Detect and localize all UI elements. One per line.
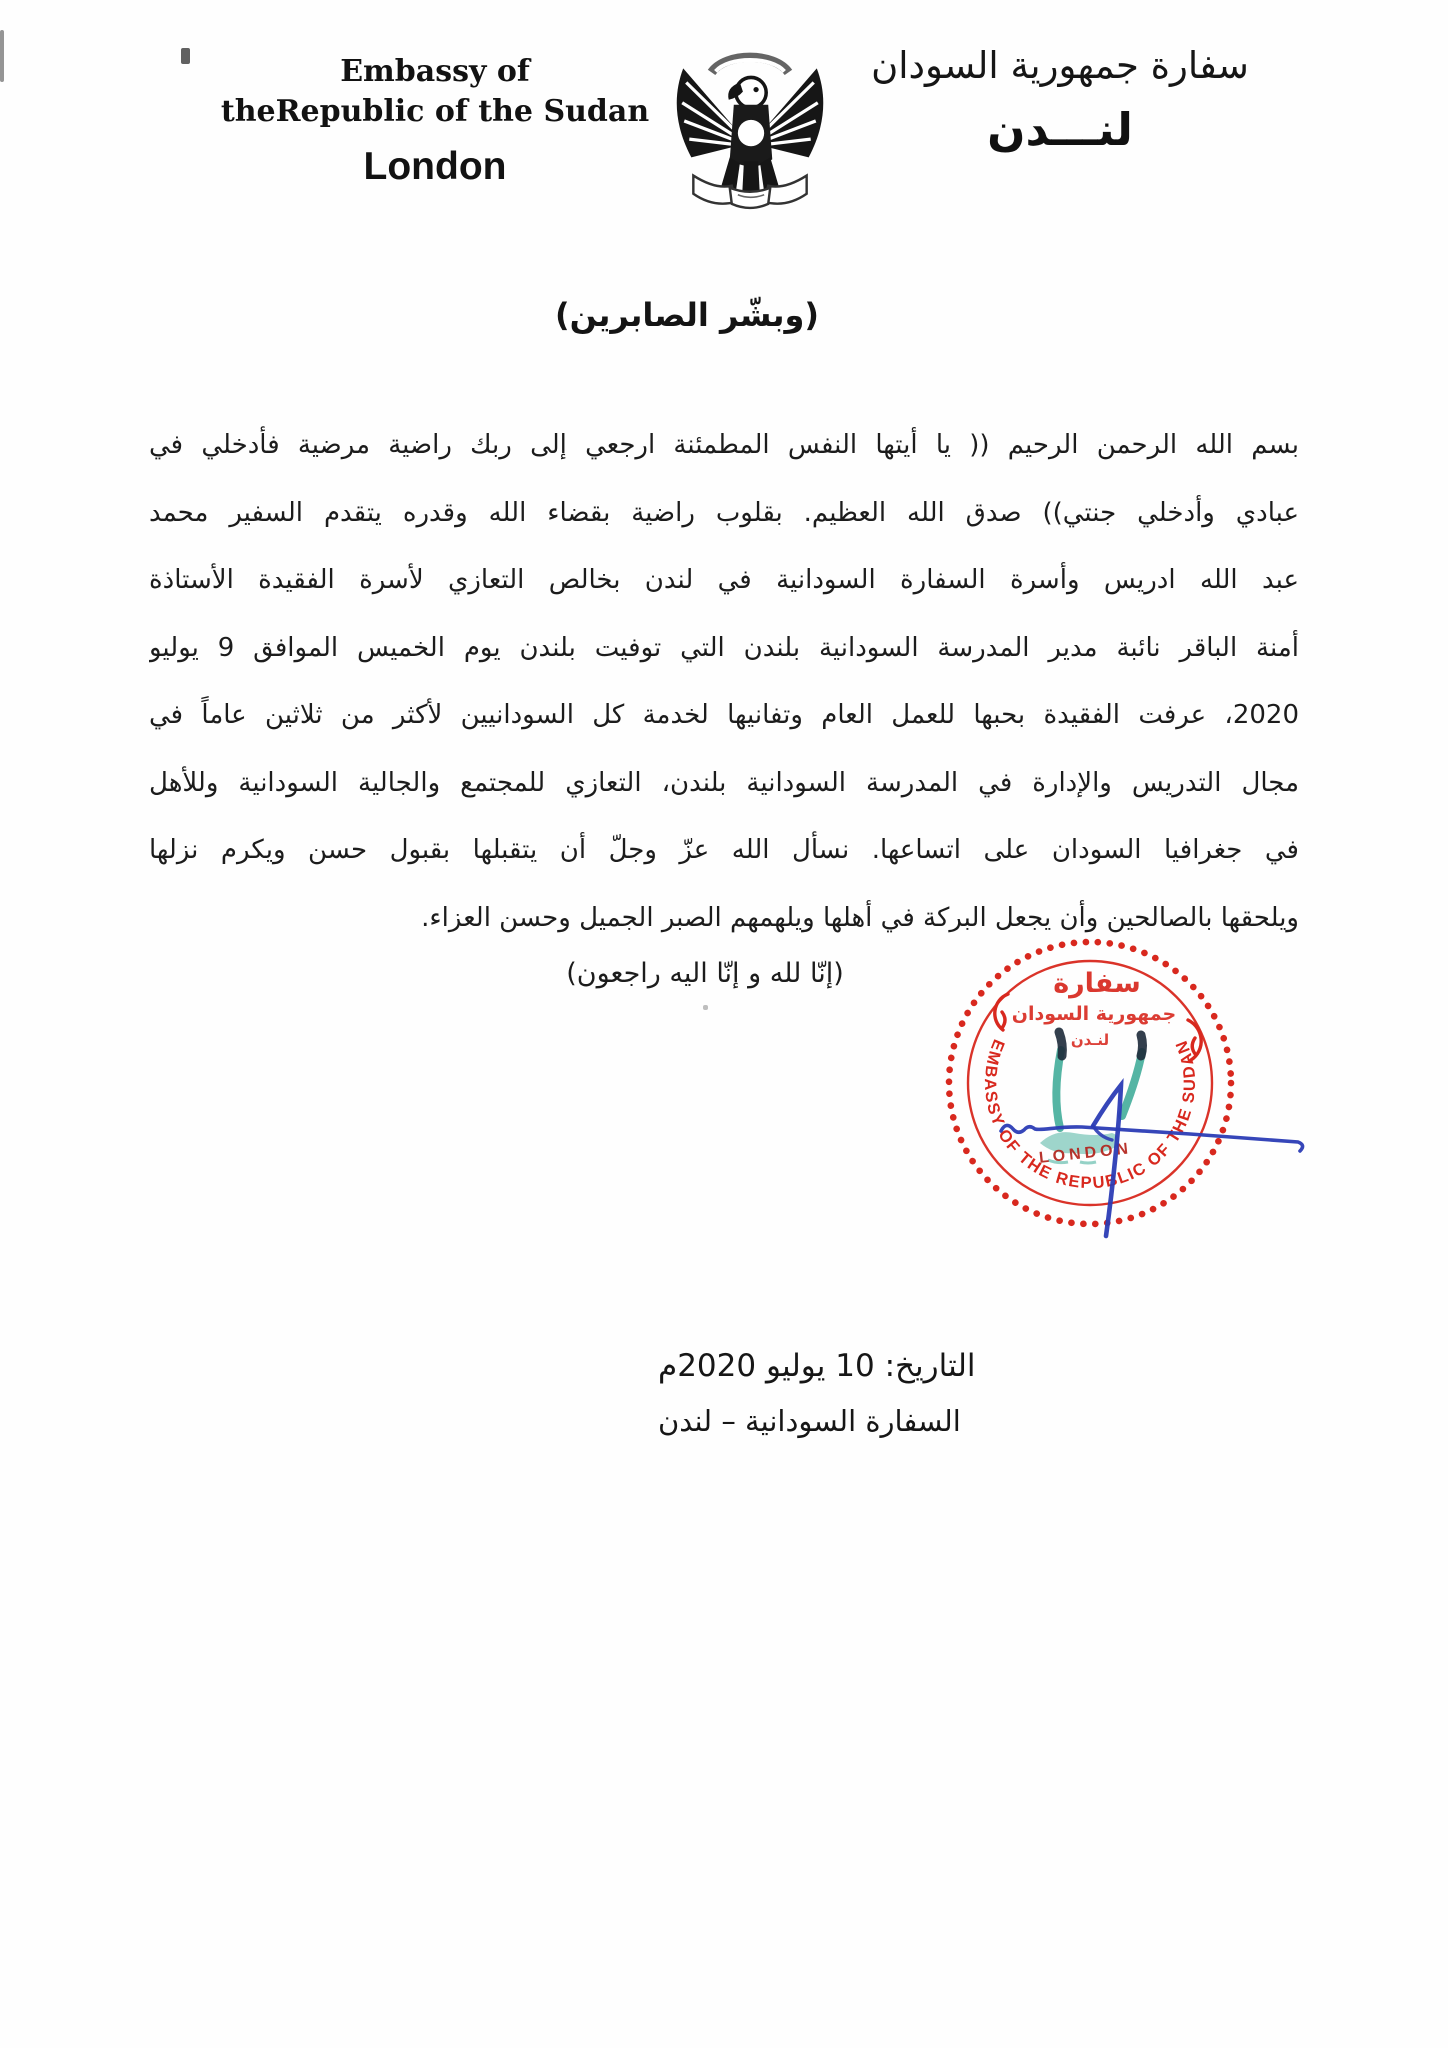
stamp-crescent-left: [995, 994, 1008, 1030]
letter-title: (وبشّر الصابرين): [554, 296, 820, 334]
body-line: عبادي وأدخلي جنتي)) صدق الله العظيم. بقلوب راضية بقضاء الله وقدره يتقدم السفير محمد: [149, 497, 1299, 528]
scan-speck: [0, 30, 4, 82]
footer-block: [658, 1348, 1218, 1438]
scan-speck: [181, 48, 190, 64]
stamp-arabic-line1: سفارة: [1053, 968, 1141, 999]
date-line: التاريخ: 10 يوليو 2020م: [658, 1348, 976, 1384]
scan-speck: [703, 1005, 708, 1010]
embassy-ar-city: لنـــدن: [987, 103, 1133, 156]
body-line: مجال التدريس والإدارة في المدرسة السودانية بلندن، التعازي للمجتمع والجالية السودانية وللأهل: [149, 767, 1299, 798]
svg-text:EMBASSY OF THE REPUBLIC OF THE: [981, 1037, 1199, 1192]
body-line: 2020، عرفت الفقيدة بحبها للعمل العام وتفانيها لخدمة كل السودانيين لأكثر من ثلاثين عاماً في: [149, 700, 1299, 730]
org-line: السفارة السودانية – لندن: [658, 1404, 961, 1438]
body-line: عبد الله ادريس وأسرة السفارة السودانية في لندن بخالص التعازي لأسرة الفقيدة الأستاذة: [149, 565, 1299, 595]
letter-body: [149, 412, 1299, 952]
istirja-phrase: (إنّا لله و إنّا اليه راجعون): [566, 958, 844, 989]
stamp-arabic-line2: جمهورية السودان: [1011, 1003, 1177, 1025]
sudan-coat-of-arms-icon: [668, 40, 832, 212]
embassy-name-english: [215, 52, 655, 189]
embassy-en-line1: Embassy of: [340, 54, 530, 89]
embassy-ar-title: سفارة جمهورية السودان: [871, 44, 1249, 87]
stamp-ring-text: EMBASSY OF THE REPUBLIC OF THE SUDAN: [980, 1036, 1200, 1193]
embassy-en-city: London: [363, 145, 507, 189]
body-line: أمنة الباقر نائبة مدير المدرسة السودانية بلندن التي توفيت بلندن يوم الخميس الموافق 9 يوليو: [149, 632, 1299, 663]
body-line: في جغرافيا السودان على اتساعها. نسأل الله عزّ وجلّ أن يتقبلها بقبول حسن ويكرم نزلها: [149, 835, 1299, 865]
embassy-stamp: [890, 928, 1330, 1260]
stamp-arabic-line3: لنـدن: [1070, 1031, 1110, 1049]
stamp-center-text: LONDON: [1038, 1140, 1133, 1167]
body-line: ويلحقها بالصالحين وأن يجعل البركة في أهلها ويلهمهم الصبر الجميل وحسن العزاء.: [421, 902, 1299, 933]
embassy-en-line2: theRepublic of the Sudan: [220, 93, 650, 129]
body-line: بسم الله الرحمن الرحيم (( يا أيتها النفس المطمئنة ارجعي إلى ربك راضية مرضية فأدخلي في: [149, 430, 1299, 460]
embassy-name-arabic: [840, 44, 1280, 156]
